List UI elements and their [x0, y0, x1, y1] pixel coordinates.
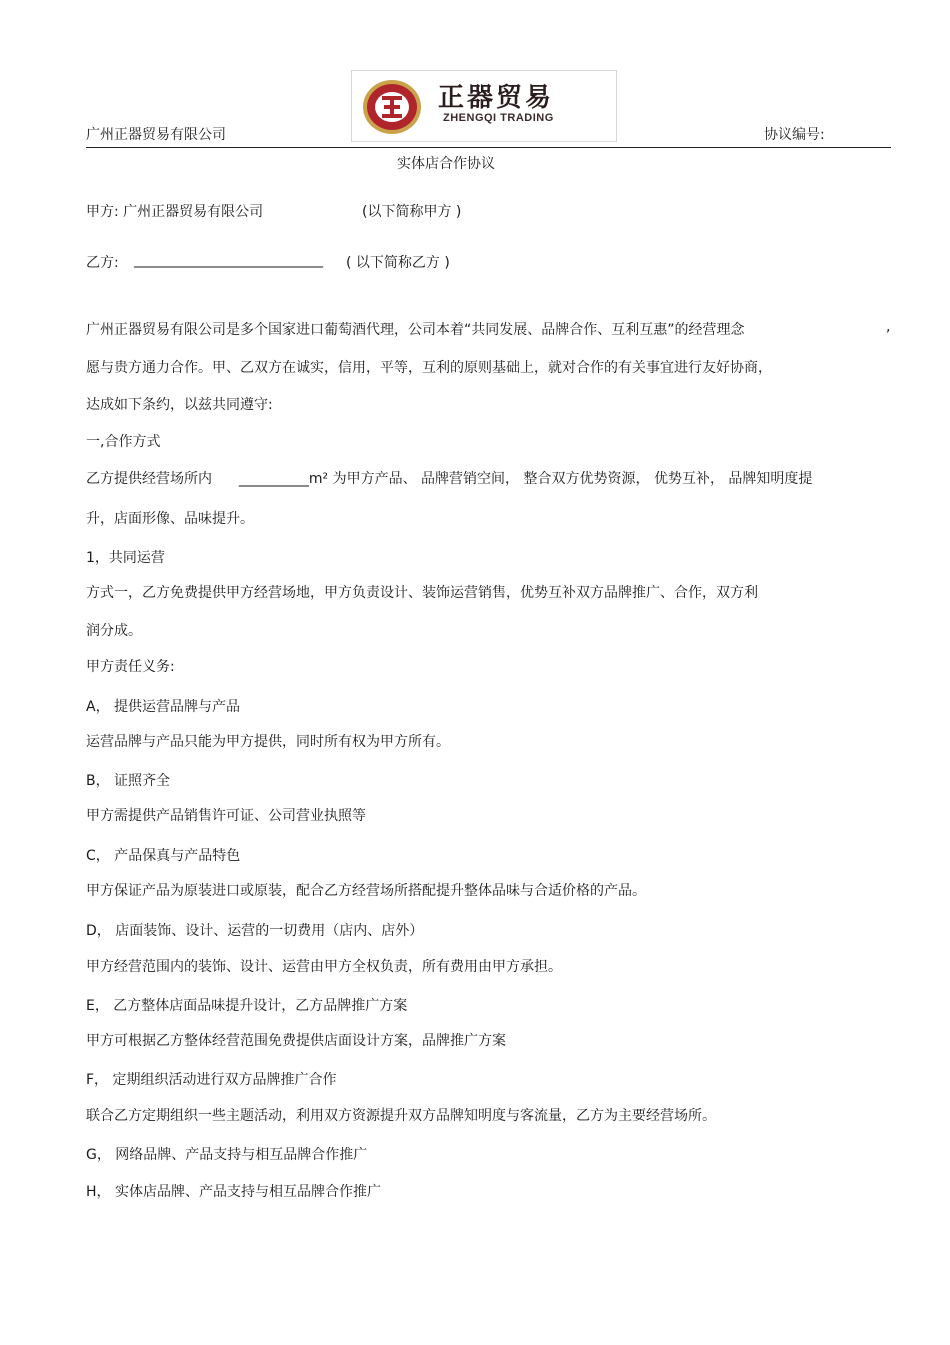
- duties-heading: 甲方责任义务:: [86, 659, 175, 675]
- intro-line-2: 愿与贵方通力合作。甲、乙双方在诚实，信用，平等，互利的原则基础上，就对合作的有关事宜进行友好协商，: [86, 360, 772, 376]
- section-1-heading: 一,合作方式: [86, 434, 161, 450]
- logo-english-text: ZHENGQI TRADING: [443, 112, 554, 124]
- party-a-note: (以下简称甲方 ): [362, 204, 462, 220]
- party-a-row: [86, 201, 263, 221]
- party-a-label: 甲方:: [86, 204, 119, 220]
- section-1-body-prefix: 乙方提供经营场所内: [86, 471, 212, 487]
- duty-f-body: 联合乙方定期组织一些主题活动，利用双方资源提升双方品牌知明度与客流量，乙方为主要经营场所。: [86, 1108, 716, 1124]
- party-b-note: ( 以下简称乙方 ): [346, 255, 450, 271]
- section-1-body-line-1: [86, 468, 812, 488]
- intro-line-1: 广州正器贸易有限公司是多个国家进口葡萄酒代理，公司本着“共同发展、品牌合作、互利互惠”的经营理念: [86, 322, 745, 338]
- document-title: 实体店合作协议: [397, 156, 495, 172]
- duty-g-heading: G， 网络品牌、产品支持与相互品牌合作推广: [86, 1147, 368, 1163]
- area-blank: __________m²: [238, 471, 329, 487]
- duty-d-body: 甲方经营范围内的装饰、设计、运营由甲方全权负责，所有费用由甲方承担。: [86, 959, 562, 975]
- duty-c-body: 甲方保证产品为原装进口或原装，配合乙方经营场所搭配提升整体品味与合适价格的产品。: [86, 883, 646, 899]
- logo-chinese-text: 正器贸易: [438, 83, 555, 113]
- section-1-body-rest: 为甲方产品、 品牌营销空间， 整合双方优势资源， 优势互补， 品牌知明度提: [332, 471, 813, 487]
- subsection-1-line-2: 润分成。: [86, 623, 142, 639]
- logo-emblem-icon: [362, 79, 422, 135]
- duty-a-body: 运营品牌与产品只能为甲方提供，同时所有权为甲方所有。: [86, 734, 450, 750]
- header-divider: [86, 147, 891, 148]
- party-a-name: 广州正器贸易有限公司: [123, 204, 264, 220]
- duty-a-heading: A， 提供运营品牌与产品: [86, 699, 241, 715]
- duty-e-body: 甲方可根据乙方整体经营范围免费提供店面设计方案，品牌推广方案: [86, 1033, 506, 1049]
- section-1-body-line-2: 升，店面形像、品味提升。: [86, 511, 254, 527]
- duty-c-heading: C， 产品保真与产品特色: [86, 848, 241, 864]
- subsection-1-line-1: 方式一，乙方免费提供甲方经营场地，甲方负责设计、装饰运营销售，优势互补双方品牌推广、合作，双方利: [86, 585, 758, 601]
- intro-line-1-tail: ,: [886, 319, 891, 335]
- party-b-blank: ___________________________: [134, 252, 323, 268]
- agreement-number-label: 协议编号:: [764, 127, 825, 143]
- party-b-label: 乙方:: [86, 255, 119, 271]
- company-logo: [351, 70, 617, 142]
- duty-b-heading: B， 证照齐全: [86, 773, 171, 789]
- duty-b-body: 甲方需提供产品销售许可证、公司营业执照等: [86, 808, 366, 824]
- duty-d-heading: D， 店面装饰、设计、运营的一切费用（店内、店外）: [86, 923, 424, 939]
- subsection-1-heading: 1，共同运营: [86, 550, 165, 566]
- duty-f-heading: F， 定期组织活动进行双方品牌推广合作: [86, 1072, 337, 1088]
- intro-line-3: 达成如下条约，以兹共同遵守:: [86, 397, 273, 413]
- header-company-name: 广州正器贸易有限公司: [86, 127, 226, 143]
- duty-e-heading: E， 乙方整体店面品味提升设计，乙方品牌推广方案: [86, 998, 408, 1014]
- duty-h-heading: H， 实体店品牌、产品支持与相互品牌合作推广: [86, 1184, 381, 1200]
